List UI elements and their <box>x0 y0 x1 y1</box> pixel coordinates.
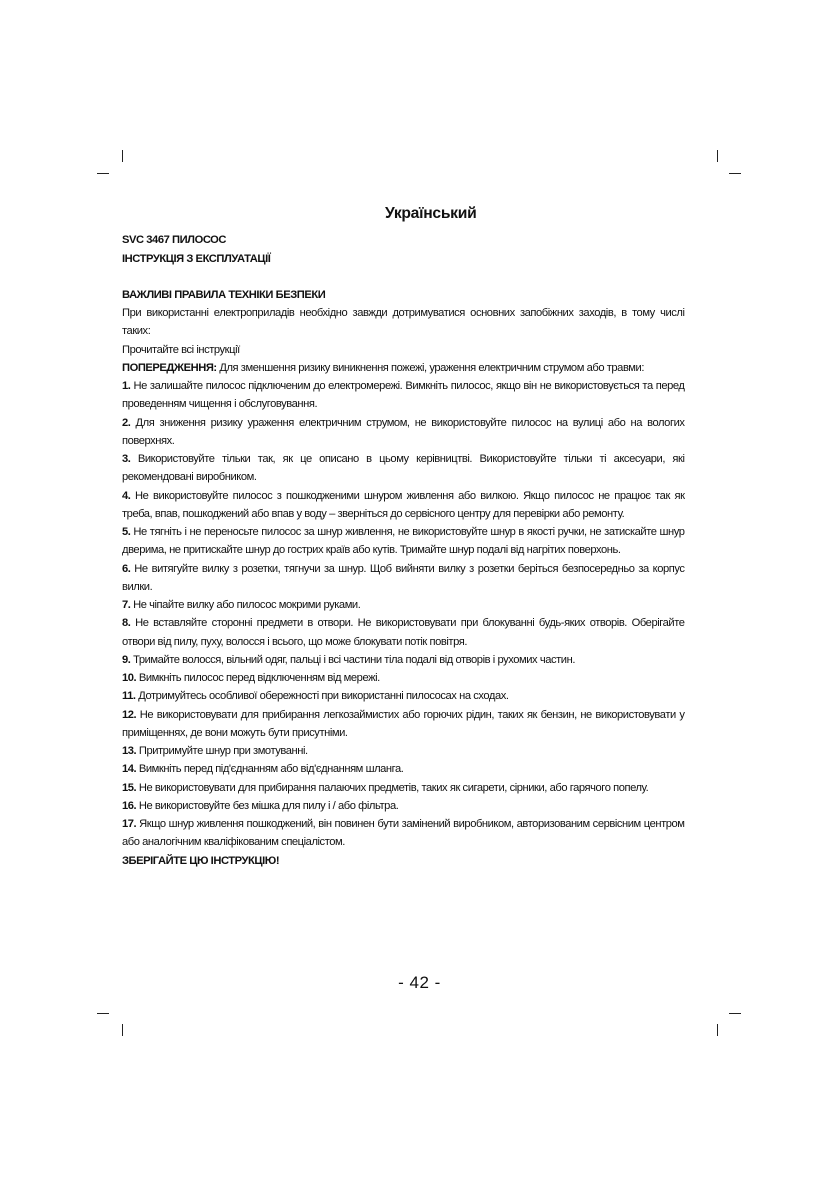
item-text: Вимкніть пилосос перед відключенням від мережі. <box>136 672 380 684</box>
list-item <box>122 742 685 760</box>
item-number: 7. <box>122 599 131 611</box>
crop-mark <box>97 173 109 174</box>
item-number: 15. <box>122 781 137 794</box>
list-item <box>122 815 685 852</box>
item-text: Вимкніть перед під'єднанням або від'єднанням шланга. <box>136 763 404 776</box>
item-text: Дотримуйтесь особливої обережності при використанні пилососах на сходах. <box>135 690 509 703</box>
item-text: Не залишайте пилосос підключеним до електромережі. Вимкніть пилосос, якщо він не використовується та перед проведенням чищення і обслуговування. <box>122 380 685 411</box>
list-item <box>122 487 685 524</box>
save-notice: ЗБЕРІГАЙТЕ ЦЮ ІНСТРУКЦІЮ! <box>122 854 280 867</box>
list-item <box>122 651 685 669</box>
item-number: 17. <box>122 818 137 830</box>
item-text: Тримайте волосся, вільний одяг, пальці і всі частини тіла подалі від отворів і рухомих частин. <box>130 653 575 666</box>
product-line: SVC 3467 ПИЛОСОС <box>122 234 227 247</box>
list-item <box>122 760 685 778</box>
list-item <box>122 523 685 560</box>
crop-mark <box>717 1024 718 1036</box>
list-item <box>122 706 685 743</box>
safety-heading: ВАЖЛИВІ ПРАВИЛА ТЕХНІКИ БЕЗПЕКИ <box>122 288 326 301</box>
item-number: 2. <box>122 416 131 429</box>
item-number: 13. <box>122 745 137 757</box>
list-item <box>122 669 685 687</box>
item-number: 5. <box>122 526 131 538</box>
page-number: - 42 - <box>398 973 441 992</box>
list-item <box>122 797 685 815</box>
manual-title: ІНСТРУКЦІЯ З ЕКСПЛУАТАЦІЇ <box>122 252 271 265</box>
item-number: 9. <box>122 653 131 666</box>
read-all-instructions: Прочитайте всі інструкції <box>122 343 240 356</box>
item-text: Не використовувати для прибирання легкозаймистих або горючих рідин, таких як бензин, не використовувати у приміщеннях, де вони можуть бути присутніми. <box>122 708 685 739</box>
manual-page <box>122 205 685 870</box>
list-item <box>122 596 685 614</box>
item-text: Використовуйте тільки так, як це описано в цьому керівництві. Використовуйте тільки ті аксесуари, які рекомендовані виробником. <box>122 453 685 484</box>
list-item <box>122 687 685 705</box>
list-item <box>122 614 685 651</box>
item-text: Для зниження ризику ураження електричним струмом, не використовуйте пилосос на вулиці або на вологих поверхнях. <box>122 416 685 447</box>
crop-mark <box>122 150 123 162</box>
item-text: Притримуйте шнур при змотуванні. <box>136 745 308 757</box>
item-number: 11. <box>122 690 136 703</box>
item-number: 10. <box>122 672 137 684</box>
item-number: 6. <box>122 562 131 575</box>
crop-mark <box>97 1013 109 1014</box>
item-text: Не використовувати для прибирання палаючих предметів, таких як сигарети, сірники, або гарячого попелу. <box>136 781 649 794</box>
item-number: 1. <box>122 380 131 392</box>
warning-text: Для зменшення ризику виникнення пожежі, ураження електричним струмом або травми: <box>216 361 645 374</box>
language-heading: Український <box>384 205 477 222</box>
item-text: Не використовуйте пилосос з пошкодженими шнуром живлення або вилкою. Якщо пилосос не працює так як треба, впав, пошкоджений або впав у воду – зверніться до сервісного центру для перевірки або ремонту. <box>122 489 685 520</box>
crop-mark <box>122 1024 123 1036</box>
list-item <box>122 414 685 451</box>
item-number: 4. <box>122 489 131 502</box>
item-number: 14. <box>122 763 137 776</box>
list-item <box>122 377 685 414</box>
list-item <box>122 779 685 797</box>
warning-label: ПОПЕРЕДЖЕННЯ: <box>122 361 217 374</box>
list-item <box>122 450 685 487</box>
crop-mark <box>717 150 718 162</box>
item-text: Якщо шнур живлення пошкоджений, він повинен бути замінений виробником, авторизованим сервісним центром або аналогічним кваліфікованим спеціалістом. <box>122 818 685 849</box>
item-text: Не тягніть і не переносьте пилосос за шнур живлення, не використовуйте шнур в якості ручки, не затискайте шнур дверима, не притискайте шнур до гострих країв або кутів. Тримайте шнур подалі від нагрітих поверхонь. <box>122 526 685 557</box>
item-text: Не витягуйте вилку з розетки, тягнучи за шнур. Щоб вийняти вилку з розетки беріться безпосередньо за корпус вилки. <box>122 562 685 593</box>
crop-mark <box>729 173 741 174</box>
spacer <box>122 268 685 286</box>
crop-mark <box>729 1013 741 1014</box>
item-number: 12. <box>122 708 137 721</box>
item-text: Не чіпайте вилку або пилосос мокрими руками. <box>130 599 361 611</box>
item-text: Не вставляйте сторонні предмети в отвори. Не використовувати при блокуванні будь-яких отворів. Оберігайте отвори від пилу, пуху, волосся і всього, що може блокувати потік повітря. <box>122 617 685 648</box>
item-text: Не використовуйте без мішка для пилу і / або фільтра. <box>136 799 399 812</box>
item-number: 8. <box>122 617 131 630</box>
item-number: 3. <box>122 453 131 465</box>
item-number: 16. <box>122 799 137 812</box>
intro-paragraph: При використанні електроприладів необхідно завжди дотримуватися основних запобіжних заходів, в тому числі таких: <box>122 307 685 338</box>
warning-paragraph <box>122 359 685 377</box>
list-item <box>122 560 685 597</box>
